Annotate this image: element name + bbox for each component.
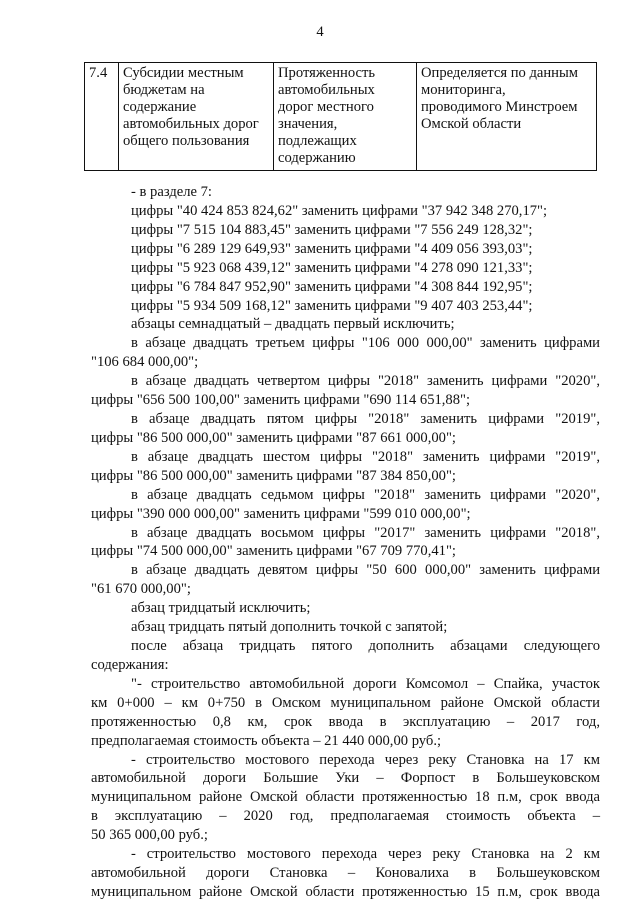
text-line: "61 670 000,00";: [91, 581, 191, 597]
text-line: муниципальном районе Омской области протяженностью 15 п.м, срок ввода: [91, 884, 600, 900]
cell-line: дорог местного: [278, 99, 374, 115]
row-number: 7.4: [89, 65, 108, 81]
row-number-cell: [85, 63, 119, 171]
cell-line: Субсидии местным: [123, 65, 244, 81]
text-line: цифры "5 934 509 168,12" заменить цифрами "9 407 403 253,44";: [131, 298, 533, 314]
text-line: в абзаце двадцать восьмом цифры "2017" заменить цифрами "2018",: [131, 525, 600, 541]
cell-line: Протяженность: [278, 65, 375, 81]
text-line: - в разделе 7:: [131, 184, 212, 200]
text-line: км 0+000 – км 0+750 в Омском муниципальном районе Омской области: [91, 695, 600, 711]
text-line: в эксплуатацию – 2020 год, предполагаемая стоимость объекта –: [91, 808, 600, 824]
text-line: муниципальном районе Омской области протяженностью 18 п.м, срок ввода: [91, 789, 600, 805]
text-line: цифры "7 515 104 883,45" заменить цифрами "7 556 249 128,32";: [131, 222, 533, 238]
criterion-cell: [274, 63, 417, 171]
cell-line: автомобильных дорог: [123, 116, 259, 132]
cell-line: проводимого Минстроем: [421, 99, 578, 115]
text-line: цифры "86 500 000,00" заменить цифрами "87 384 850,00";: [91, 468, 456, 484]
text-line: цифры "656 500 100,00" заменить цифрами "690 114 651,88";: [91, 392, 471, 408]
cell-line: подлежащих: [278, 133, 357, 149]
text-line: в абзаце двадцать девятом цифры "50 600 000,00" заменить цифрами: [131, 562, 600, 578]
text-line: цифры "5 923 068 439,12" заменить цифрами "4 278 090 121,33";: [131, 260, 533, 276]
cell-line: бюджетам на: [123, 82, 205, 98]
text-line: - строительство мостового перехода через реку Становка на 17 км: [131, 752, 600, 768]
text-line: в абзаце двадцать пятом цифры "2018" заменить цифрами "2019",: [131, 411, 600, 427]
text-line: в абзаце двадцать третьем цифры "106 000 000,00" заменить цифрами: [131, 335, 600, 351]
text-line: автомобильной дороги Большие Уки – Форпост в Большеуковском: [91, 770, 600, 786]
subsidy-name-cell: [119, 63, 274, 171]
cell-line: общего пользования: [123, 133, 250, 149]
text-line: 50 365 000,00 руб.;: [91, 827, 208, 843]
cell-line: автомобильных: [278, 82, 375, 98]
cell-line: Определяется по данным: [421, 65, 579, 81]
text-line: цифры "390 000 000,00" заменить цифрами "599 010 000,00";: [91, 506, 471, 522]
text-line: предполагаемая стоимость объекта – 21 440 000,00 руб.;: [91, 733, 442, 749]
text-line: в абзаце двадцать седьмом цифры "2018" заменить цифрами "2020",: [131, 487, 600, 503]
text-line: автомобильной дороги Становка – Коновалиха в Большеуковском: [91, 865, 600, 881]
cell-line: значения,: [278, 116, 338, 132]
text-line: в абзаце двадцать четвертом цифры "2018" заменить цифрами "2020",: [131, 373, 600, 389]
text-line: "- строительство автомобильной дороги Комсомол – Спайка, участок: [131, 676, 600, 692]
text-line: абзац тридцатый исключить;: [131, 600, 311, 616]
cell-line: содержанию: [278, 150, 356, 166]
text-line: содержания:: [91, 657, 169, 673]
text-line: протяженностью 0,8 км, срок ввода в эксплуатацию – 2017 год,: [91, 714, 600, 730]
text-line: абзац тридцать пятый дополнить точкой с запятой;: [131, 619, 448, 635]
table-row: [85, 63, 597, 171]
cell-line: мониторинга,: [421, 82, 506, 98]
text-line: цифры "6 784 847 952,90" заменить цифрами "4 308 844 192,95";: [131, 279, 533, 295]
cell-line: Омской области: [421, 116, 522, 132]
text-line: цифры "74 500 000,00" заменить цифрами "67 709 770,41";: [91, 543, 456, 559]
amendment-table: [84, 62, 597, 171]
page-number: 4: [316, 24, 324, 40]
text-line: "106 684 000,00";: [91, 354, 199, 370]
text-line: после абзаца тридцать пятого дополнить абзацами следующего: [131, 638, 600, 654]
cell-line: содержание: [123, 99, 197, 115]
text-line: абзацы семнадцатый – двадцать первый исключить;: [131, 316, 455, 332]
text-line: цифры "86 500 000,00" заменить цифрами "87 661 000,00";: [91, 430, 456, 446]
text-line: цифры "40 424 853 824,62" заменить цифрами "37 942 348 270,17";: [131, 203, 548, 219]
text-line: цифры "6 289 129 649,93" заменить цифрами "4 409 056 393,03";: [131, 241, 533, 257]
note-cell: [417, 63, 597, 171]
text-line-overflow-a: - строительство мостового перехода через реку Становка на 2 км: [131, 846, 600, 862]
text-line: в абзаце двадцать шестом цифры "2018" заменить цифрами "2019",: [131, 449, 600, 465]
